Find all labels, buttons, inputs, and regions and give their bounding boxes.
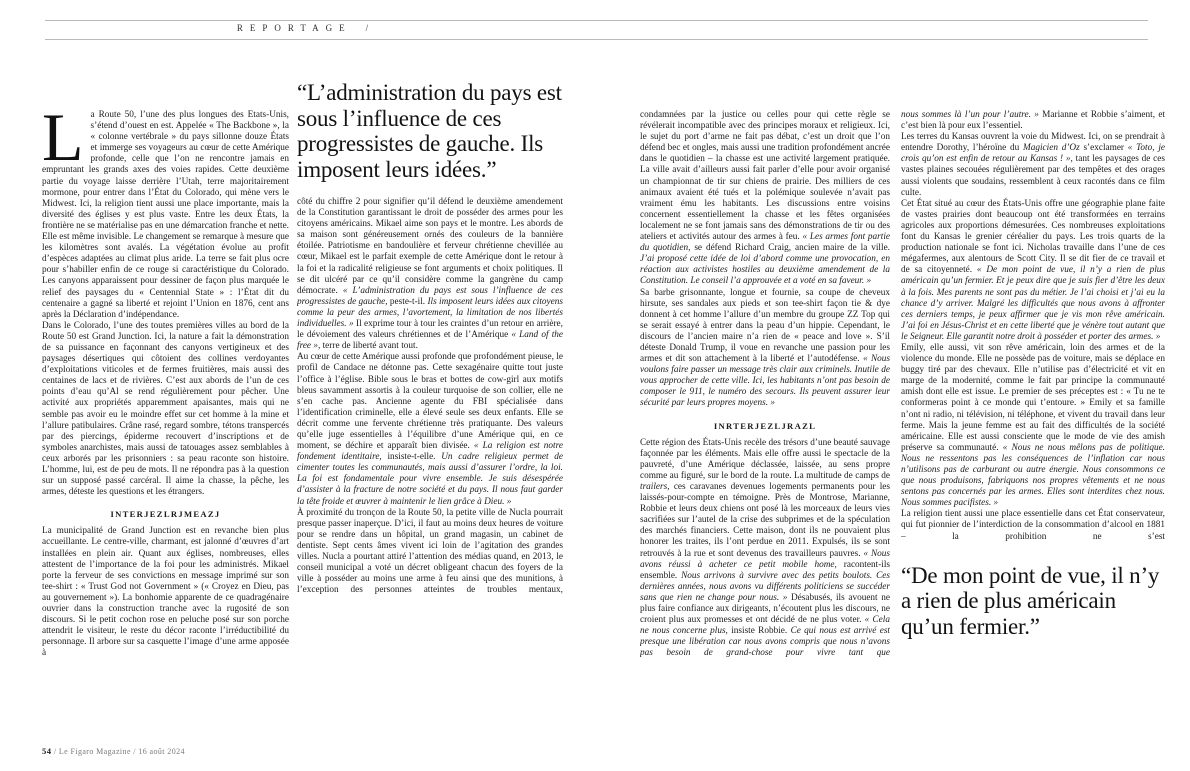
kicker-label: REPORTAGE [236,23,352,33]
body-text: peste-t-il. [389,296,428,307]
footer-text: / Le Figaro Magazine / 16 août 2024 [53,747,185,756]
quoted-speech: « La religion est notre fondement identitaire, [297,441,563,463]
body-paragraph [297,508,563,597]
quoted-speech: « Nous ne nous mêlons pas de politique. Nous ne ressentons pas les conséquences de l’inflation car nous n’utilisons pas de carburant ou autre énergie. Nous consommons ce que nous produisons, fabriquons nos propres vêtements et ne nous sentons pas concernés par les armes. Elles sont interdites chez nous. Nous sommes pacifistes. » [901,442,1165,509]
body-paragraph [297,352,563,507]
section-heading: INRTERJEZLJRAZL [713,420,817,431]
text-column-4 [901,110,1165,762]
quoted-speech: « De mon point de vue, il n’y a rien de plus américain qu’un fermier. Et je peux dire que je suis fier d’être les deux à la fois. Mes parents ne sont pas du métier. Je l’ai choisi et j’ai eu la chance d’y arriver. Malgré les difficultés que nous avons à affronter ces derniers temps, je peux affirmer que je vis mon rêve américain. J’ai foi en Jésus-Christ et en cette liberté que je vénère tout autant que le Seigneur. Elle garantit notre droit à posséder et porter des armes. » [901,265,1165,342]
drop-cap: L [42,110,84,175]
page-number: 54 [42,746,52,756]
body-paragraph [901,110,1165,132]
body-paragraph [901,132,1165,199]
body-text: Emily, elle aussi, vit son rêve américain, loin des armes et de la violence du monde. Elle ne possède pas de voiture, mais se déplace en buggy tiré par des chevaux. Elle n’utilise pas d’électricité et vit en marge de la modernité, comme le fait par principe la communauté amish dont elle est issue. Le premier de ses préceptes est : « Tu ne te conformeras point à ce monde qui t’entoure. » Emily et sa famille n’ont ni radio, ni télévision, ni téléphone, et vivent du travail dans leur ferme. Mais la jeune femme est au fait des difficultés de la société américaine. Elle est aussi consciente que le mode de vie des amish préserve sa communauté. [901,342,1165,453]
body-text: Dans le Colorado, l’une des toutes premières villes au bord de la Route 50 est Grand Junction. Ici, la nature a fait la démonstration de sa puissance en façonnant des canyons vertigineux et des paysages désertiques qui côtoient des collines verdoyantes d’exploitations viticoles et de fermes fruitières, mais aussi des centaines de lacs et de rivières. C’est aux abords de l’un de ces points d’eau qu’Al se rend régulièrement pour pêcher. Une activité aux propriétés apparemment apaisantes, mais qui ne semble pas avoir eu le moindre effet sur cet homme à la mine et l’allure patibulaires. Crâne rasé, regard sombre, tétons transpercés par des piercings, épiderme recouvert d’inscriptions et de symboles anarchistes, mais aussi de tatouages assez semblables à ceux arborés par les prisonniers : sa peau raconte son histoire. L’homme, lui, est de peu de mots. Il ne répondra pas à la question sur un supposé passé carcéral. Il aime la chasse, la pêche, les armes, déteste les questions et les étrangers. [42,320,289,498]
body-text: tant les paysages de ces vastes plaines secouées régulièrement par des tempêtes et des orages aussi violents que soudains, ressemblent à ceux racontés dans ce film culte. [901,154,1165,198]
body-text: se défend Richard Craig, ancien maire de la ville. [694,243,890,254]
header-rule-top [45,20,1148,21]
body-paragraph [901,343,1165,509]
body-paragraph [640,438,890,660]
body-text: racontent-ils ensemble. [640,559,890,581]
body-paragraph [901,509,1165,542]
section-heading: INTERJEZLRJMEAZJ [110,509,221,520]
quoted-speech: « L’administration du pays est sous l’influence de ces progressistes de gauche, [297,285,563,307]
header-rule-bottom [45,39,1148,40]
body-text: Sa barbe grisonnante, longue et fournie, sa coupe de cheveux hirsute, ses sandales aux pieds et son tee-shirt façon tie & dye donnent à cet homme l’allure d’un membre du groupe ZZ Top qui se serait essayé à entrer dans la peau d’un hippie. Cependant, le discours de l’ancien maire n’a rien de « peace and love ». S’il déteste Donald Trump, il voue en revanche une passion pour les armes et dit son attachement à la liberté et l’autodéfense. [640,287,890,365]
quoted-speech: Ce qui nous est arrivé est presque une libération car nous avons compris que nous n’avons pas besoin de grand-chose pour vivre tant que [640,626,890,659]
body-text: ces caravanes devenues logements permanents pour les laissés-pour-compte en témoigne. Près de Montrose, Marianne, Robbie et leurs deux chiens ont posé là les morceaux de leurs vies sacrifiées sur l’autel de la crise des subprimes et de la spéculation des marchés financiers. Cette maison, dont ils ne pouvaient plus honorer les traites, ils l’ont perdue en 2011. Expulsés, ils se sont retrouvés à la rue et sont devenus des travailleurs pauvres. [640,482,890,559]
quoted-speech: trailers, [640,482,674,492]
page-footer [42,746,185,756]
quoted-speech: « Land of the free », [297,330,563,352]
quoted-speech: « Nous voulons faire passer un message très clair aux criminels. Inutile de vous approcher de cette ville. Ici, les habitants n’ont pas besoin de composer le 911, le numéro des secours. Ils peuvent assurer leur sécurité par leurs propres moyens. » [640,354,890,409]
body-paragraph [42,526,289,659]
body-text: Cette région des États-Unis recèle des trésors d’une beauté sauvage façonnée par les éléments. Mais elle offre aussi le spectacle de la pauvreté, d’une Amérique déclassée, laissée, au sens propre comme au figuré, sur le bord de la route. La multitude de camps de [640,437,890,481]
text-column-3 [640,110,890,762]
body-paragraph [42,321,289,499]
text-column-2 [297,80,563,760]
quoted-speech: Un cadre religieux permet de cimenter toutes les communautés, mais aussi d’assurer l’ordre, la loi. La foi est fondamentale pour vivre ensemble. Je suis désespérée d’assister à la fracture de notre société et du pays. Il nous faut garder la tête froide et œuvrer à maintenir le lien grâce à Dieu. » [297,452,563,507]
quoted-speech: « Nous avons réussi à acheter ce petit mobile home, [640,548,890,570]
pull-quote: “De mon point de vue, il n’y a rien de plus américain qu’un fermier.” [901,562,1160,639]
body-paragraph [640,110,890,288]
body-text: s’exclamer [1083,143,1128,154]
body-paragraph [42,110,289,321]
body-paragraph [640,288,890,410]
kicker-slash: / [365,23,369,33]
body-text: insiste-t-elle. [387,452,442,463]
body-text: Marianne et Robbie s’aiment, et c’est bien là pour eux l’essentiel. [901,110,1165,132]
quoted-speech: « Cela ne nous concerne plus, [640,615,890,637]
body-text: À proximité du tronçon de la Route 50, la petite ville de Nucla pourrait presque passer inaperçue. D’ici, il faut au moins deux heures de voiture pour se rendre dans un hôpital, un grand magasin, un cabinet de dentiste. Sept cents âmes vivent ici loin de l’agitation des grandes villes. Nucla a pourtant attiré l’attention des médias quand, en 2013, le conseil municipal a voté un décret obligeant chacun des foyers de la ville à posséder au moins une arme à feu ainsi que des munitions, à l’exception des personnes atteintes de troubles mentaux, [297,507,563,596]
text-column-1 [42,110,289,760]
body-text: La municipalité de Grand Junction est en revanche bien plus accueillante. Le centre-ville, charmant, est jalonné d’œuvres d’art installées en plein air. Quant aux églises, nombreuses, elles attestent de l’importance de la foi pour les administrés. Mikael porte la ferveur de ses convictions en message imprimé sur son tee-shirt : « Trust God not Government » (« Croyez en Dieu, pas au gouvernement »). La bonhomie apparente de ce quadragénaire ouvrier dans la construction tranche avec la rugosité de son discours. Si le petit cochon rose en peluche posé sur son porche attendrit le visiteur, le reste du décor raconte l’irréductibilité du personnage. Il arbore sur sa casquette l’image d’une arme apposée à [42,526,289,659]
body-paragraph [297,197,563,352]
body-paragraph [901,199,1165,343]
body-text: insiste Robbie. [731,626,791,637]
quoted-speech: Magicien d’Oz [1023,143,1084,154]
body-text: Les terres du Kansas ouvrent la voie du Midwest. Ici, on se prendrait à entendre Dorothy, l’héroïne du [901,132,1165,154]
quoted-speech: Nous arrivons à survivre avec des petits boulots. Ces dernières années, nous avons vu différents politiciens se succéder sans que rien ne change pour nous. » [640,570,890,603]
body-text: La religion tient aussi une place essentielle dans cet État conservateur, qui fut pionnier de l’interdiction de la consommation d’alcool en 1881 – la prohibition ne s’est [901,509,1165,542]
quoted-speech: « Les armes font partie du quotidien, [640,232,890,254]
body-text: Cet État situé au cœur des États-Unis offre une géographie plane faite de vastes prairies dont beaucoup ont été transformées en terrains agricoles aux proportions démesurées. Ces nombreuses exploitations font du Kansas le grenier céréalier du pays. Les trois quarts de la production nationale se font ici. Nicholas travaille dans l’une de ces mégafermes, aux alentours de Scott City. Il se dit fier de ce travail et de sa citoyenneté. [901,198,1165,276]
pull-quote: “L’administration du pays est sous l’influence de ces progressistes de gauche. Ils imposent leurs idées.” [297,80,562,182]
body-text: a Route 50, l’une des plus longues des États-Unis, s’étend d’ouest en est. Appelée « The Backbone », la « colonne vertébrale » du pays sillonne douze États et immerge ses voyageurs au cœur de cette Amérique profonde, celle que l’on ne rencontre jamais en empruntant les grands axes des voies rapides. Cette deuxième partie du voyage laisse derrière l’Utah, terre majoritairement mormone, pour entrer dans l’État du Colorado, qui mène vers le Midwest. Ici, la religion tient aussi une place importante, mais la diversité des églises y est plus vaste. Entre les deux États, la frontière ne se matérialise pas en une démarcation franche et nette. Elle est même invisible. Le changement se remarque à mesure que les kilomètres sont avalés. La végétation évolue au profit d’espèces adaptées au climat plus aride. La terre se fait plus ocre pour s’habiller enfin de ce rouge si caractéristique du Colorado. Les canyons apparaissent pour dessiner de façon plus marquée le relief des paysages du « Centennial State » : l’État dit du centenaire a gagné sa liberté et rejoint l’Union en 1876, cent ans après la Déclaration d’indépendance. [42,110,289,320]
quoted-speech: J’ai proposé cette idée de loi d’abord comme une provocation, en réaction aux activistes hostiles au deuxième amendement de la Constitution. Le conseil l’a approuvée et a voté en sa faveur. » [640,254,890,287]
body-text: côté du chiffre 2 pour signifier qu’il défend le deuxième amendement de la Constitution garantissant le droit de posséder des armes pour les citoyens américains. Mikael aime son pays et le montre. Les abords de sa maison sont généreusement ornés des couleurs de la bannière étoilée. Patriotisme en bandoulière et ferveur chrétienne chevillée au cœur, Mikael est le parfait exemple de cette Amérique dont le retour à la foi et la radicalité religieuse se font arguments et choix politiques. Il se dit ulcéré par ce qu’il considère comme la gangrène du camp démocrate. [297,197,563,296]
body-text: condamnées par la justice ou celles pour qui cette règle se révélerait incompatible avec des principes moraux et religieux. Ici, le sujet du port d’arme ne fait pas débat, c’est un droit que l’on défend bec et ongles, mais aussi une tradition profondément ancrée dans le quotidien – la chasse est une activité largement pratiquée. La ville avait d’ailleurs aussi fait parler d’elle pour avoir organisé un championnat de tir sur chiens de prairie. Des milliers de ces animaux avaient été tués et la polémique soulevée n’avait pas vraiment ému les habitants. Les discussions entre voisins concernent essentiellement la chasse et les fêtes organisées localement ne se font jamais sans des démonstrations de tir ou des ateliers et activités autour des armes à feu. [640,110,890,243]
quoted-speech: nous sommes là l’un pour l’autre. » [901,110,1043,120]
section-kicker [42,23,563,33]
body-text: Au cœur de cette Amérique aussi profonde que profondément pieuse, le profil de Candace ne détonne pas. Cette sexagénaire quitte tout juste l’office à l’église. Bible sous le bras et bottes de cow-girl aux motifs bleus savamment assortis à la couleur turquoise de son collier, elle ne s’en cache pas. Ancienne agente du FBI spécialisée dans l’identification criminelle, elle a élevé seule ses deux enfants. Elle se décrit comme une fervente chrétienne très pratiquante. Des valeurs qu’elle juge essentielles à l’équilibre d’une Amérique qui, en ce moment, se déchire et apparaît bien divisée. [297,352,563,452]
body-text: terre de liberté avant tout. [322,341,418,352]
body-text: Il exprime tour à tour les craintes d’un retour en arrière, le dévoiement des valeurs chrétiennes et de l’Amérique [297,319,563,341]
quoted-speech: Ils imposent leurs idées aux citoyens comme la peur des armes, l’avortement, la limitation de nos libertés individuelles. » [297,296,563,330]
body-text: Désabusés, ils avouent ne plus faire confiance aux dirigeants, n’écoutent plus les discours, ne croient plus aux promesses et ont décidé de ne plus voter. [640,592,890,626]
quoted-speech: « Toto, je crois qu’on est enfin de retour au Kansas ! », [901,143,1165,165]
